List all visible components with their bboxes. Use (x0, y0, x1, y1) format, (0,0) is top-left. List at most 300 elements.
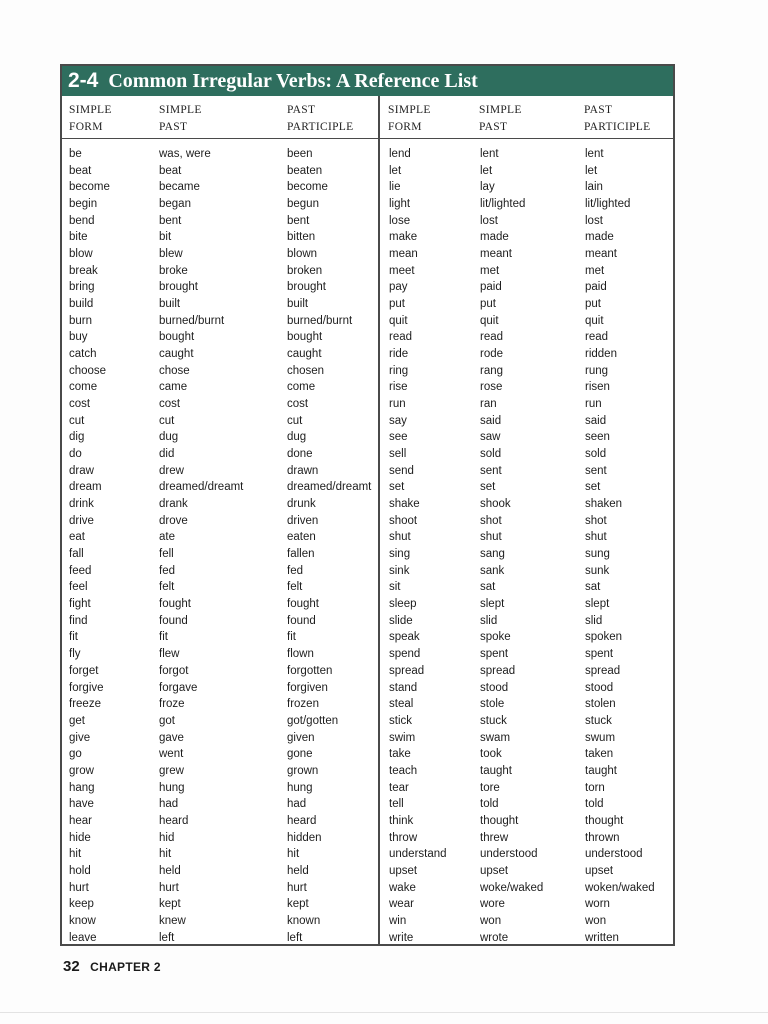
cell-simple-form-left: do (69, 448, 82, 461)
cell-past-participle-right: run (585, 398, 602, 411)
cell-simple-past-left: blew (159, 248, 183, 261)
cell-simple-past-left: caught (159, 348, 194, 361)
cell-simple-form-right: think (389, 814, 414, 827)
cell-past-participle-left: fallen (287, 548, 315, 561)
cell-simple-past-right: made (480, 231, 509, 244)
cell-simple-past-left: heard (159, 814, 189, 827)
cell-simple-form-right: rise (389, 381, 408, 394)
cell-past-participle-left: frozen (287, 698, 319, 711)
cell-simple-past-left: dreamed/dreamt (159, 481, 244, 494)
table-row (62, 529, 673, 546)
cell-simple-past-left: brought (159, 281, 199, 294)
cell-simple-form-left: dig (69, 431, 85, 444)
cell-simple-past-right: quit (480, 314, 499, 327)
cell-past-participle-left: grown (287, 764, 319, 777)
table-row (62, 680, 673, 697)
cell-simple-past-left: fell (159, 548, 174, 561)
cell-simple-form-right: write (389, 931, 414, 944)
table-row (62, 496, 673, 513)
table-row (62, 713, 673, 730)
table-row (62, 563, 673, 580)
cell-simple-past-right: taught (480, 764, 512, 777)
cell-simple-form-left: dream (69, 481, 102, 494)
table-row (62, 579, 673, 596)
table-row (62, 513, 673, 530)
cell-simple-past-left: bought (159, 331, 195, 344)
cell-past-participle-right: stood (585, 681, 614, 694)
cell-past-participle-left: left (287, 931, 303, 944)
cell-simple-past-right: wore (480, 898, 505, 911)
cell-simple-past-left: did (159, 448, 175, 461)
cell-simple-form-left: beat (69, 164, 92, 177)
cell-past-participle-left: begun (287, 198, 319, 211)
cell-simple-form-left: give (69, 731, 91, 744)
cell-simple-form-right: set (389, 481, 405, 494)
cell-simple-past-left: had (159, 798, 179, 811)
cell-simple-past-right: lent (480, 148, 499, 160)
cell-simple-past-left: hurt (159, 881, 179, 894)
cell-simple-form-left: hurt (69, 881, 89, 894)
cell-past-participle-left: caught (287, 348, 322, 361)
cell-simple-form-right: tell (389, 798, 404, 811)
table-row (62, 663, 673, 680)
table-title-bar (62, 66, 673, 96)
table-row (62, 146, 673, 163)
cell-simple-past-left: felt (159, 581, 175, 594)
cell-simple-past-right: thought (480, 814, 519, 827)
cell-simple-past-right: swam (480, 731, 511, 744)
cell-simple-past-left: was, were (159, 148, 211, 160)
cell-simple-past-left: burned/burnt (159, 314, 225, 327)
irregular-verbs-table (60, 64, 675, 946)
cell-past-participle-right: understood (585, 848, 643, 861)
cell-past-participle-right: thrown (585, 831, 620, 844)
cell-past-participle-left: forgotten (287, 664, 333, 677)
cell-simple-form-left: fly (69, 648, 81, 661)
cell-simple-past-right: slept (480, 598, 505, 611)
table-row (62, 863, 673, 880)
table-row (62, 463, 673, 480)
cell-simple-past-right: spread (480, 664, 516, 677)
cell-simple-past-left: drew (159, 464, 184, 477)
cell-simple-form-left: catch (69, 348, 97, 361)
cell-simple-form-right: sink (389, 564, 410, 577)
cell-simple-past-right: spoke (480, 631, 511, 644)
cell-simple-form-left: come (69, 381, 98, 394)
table-row (62, 596, 673, 613)
cell-simple-past-left: ate (159, 531, 175, 544)
cell-simple-form-left: begin (69, 198, 98, 211)
table-row (62, 696, 673, 713)
table-row (62, 196, 673, 213)
cell-simple-form-right: make (389, 231, 418, 244)
page-bottom-rule (0, 1012, 768, 1013)
table-row (62, 880, 673, 897)
cell-past-participle-right: made (585, 231, 614, 244)
table-row (62, 730, 673, 747)
cell-simple-past-left: flew (159, 648, 180, 661)
cell-past-participle-right: shaken (585, 498, 623, 511)
cell-simple-form-right: understand (389, 848, 447, 861)
cell-simple-past-right: rang (480, 364, 504, 377)
cell-past-participle-right: slid (585, 614, 603, 627)
cell-simple-past-left: cost (159, 398, 181, 411)
cell-simple-form-left: cut (69, 414, 85, 427)
cell-simple-form-left: be (69, 148, 82, 160)
cell-past-participle-right: meant (585, 248, 617, 261)
cell-simple-form-right: stand (389, 681, 418, 694)
cell-past-participle-right: shut (585, 531, 607, 544)
cell-simple-form-right: slide (389, 614, 413, 627)
cell-simple-past-left: hid (159, 831, 175, 844)
cell-simple-form-left: forgive (69, 681, 104, 694)
cell-simple-form-right: lie (389, 181, 401, 194)
cell-simple-form-right: shake (389, 498, 420, 511)
cell-simple-form-right: take (389, 748, 411, 761)
table-row (62, 479, 673, 496)
cell-simple-form-right: teach (389, 764, 418, 777)
table-row (62, 413, 673, 430)
table-row (62, 246, 673, 263)
cell-simple-past-right: ran (480, 398, 497, 411)
table-row (62, 780, 673, 797)
cell-simple-form-right: light (389, 198, 411, 211)
cell-simple-past-right: stood (480, 681, 509, 694)
cell-past-participle-right: spoken (585, 631, 623, 644)
cell-past-participle-left: hurt (287, 881, 307, 894)
cell-simple-form-left: keep (69, 898, 94, 911)
cell-simple-past-left: knew (159, 914, 186, 927)
cell-simple-form-left: choose (69, 364, 107, 377)
cell-simple-past-right: shut (480, 531, 502, 544)
cell-simple-past-left: kept (159, 898, 181, 911)
cell-simple-form-left: hide (69, 831, 91, 844)
section-number: 2-4 (68, 69, 99, 92)
cell-past-participle-right: paid (585, 281, 607, 294)
cell-simple-past-right: shot (480, 514, 502, 527)
cell-simple-past-left: forgot (159, 664, 189, 677)
cell-simple-past-right: spent (480, 648, 509, 661)
cell-simple-past-left: went (159, 748, 184, 761)
cell-simple-form-left: hold (69, 864, 91, 877)
cell-past-participle-right: read (585, 331, 609, 344)
cell-past-participle-left: hidden (287, 831, 322, 844)
cell-simple-past-left: bit (159, 231, 172, 244)
cell-simple-form-left: drink (69, 498, 94, 511)
cell-simple-past-left: chose (159, 364, 190, 377)
cell-simple-past-left: built (159, 298, 181, 311)
table-row (62, 379, 673, 396)
cell-past-participle-left: gone (287, 748, 313, 761)
cell-simple-form-right: say (389, 414, 407, 427)
cell-past-participle-right: upset (585, 864, 614, 877)
table-title: Common Irregular Verbs: A Reference List (108, 69, 478, 92)
cell-simple-form-right: stick (389, 714, 412, 727)
chapter-label: CHAPTER 2 (90, 960, 161, 974)
cell-simple-form-right: pay (389, 281, 408, 294)
cell-simple-form-right: spread (389, 664, 425, 677)
cell-simple-past-right: sent (480, 464, 502, 477)
cell-simple-form-right: lend (389, 148, 411, 160)
cell-simple-form-left: have (69, 798, 94, 811)
cell-simple-form-right: swim (389, 731, 416, 744)
cell-past-participle-left: drawn (287, 464, 319, 477)
cell-simple-form-left: freeze (69, 698, 101, 711)
cell-simple-form-right: sing (389, 548, 411, 561)
cell-simple-past-right: sang (480, 548, 505, 561)
cell-simple-past-right: sold (480, 448, 502, 461)
cell-simple-form-left: eat (69, 531, 85, 544)
table-row (62, 363, 673, 380)
column-header-past-participle-right: PAST PARTICIPLE (584, 104, 651, 133)
cell-simple-form-right: let (389, 164, 402, 177)
cell-past-participle-left: bought (287, 331, 323, 344)
cell-past-participle-right: sung (585, 548, 610, 561)
cell-past-participle-left: come (287, 381, 316, 394)
cell-simple-form-right: run (389, 398, 406, 411)
cell-simple-past-left: forgave (159, 681, 198, 694)
cell-simple-past-left: held (159, 864, 181, 877)
cell-past-participle-left: fit (287, 631, 296, 644)
table-row (62, 313, 673, 330)
cell-past-participle-left: known (287, 914, 321, 927)
cell-past-participle-left: bent (287, 214, 310, 227)
cell-past-participle-left: fought (287, 598, 319, 611)
cell-simple-past-right: threw (480, 831, 509, 844)
cell-simple-form-left: know (69, 914, 96, 927)
cell-past-participle-right: spent (585, 648, 614, 661)
cell-simple-form-left: go (69, 748, 82, 761)
cell-simple-form-left: grow (69, 764, 94, 777)
cell-simple-past-right: wrote (480, 931, 509, 944)
cell-simple-past-right: shook (480, 498, 511, 511)
cell-simple-form-left: find (69, 614, 88, 627)
cell-simple-form-left: feel (69, 581, 88, 594)
cell-simple-form-left: fit (69, 631, 78, 644)
cell-simple-past-left: beat (159, 164, 182, 177)
cell-simple-past-right: woke/waked (480, 881, 544, 894)
cell-past-participle-right: quit (585, 314, 604, 327)
table-row (62, 746, 673, 763)
cell-simple-past-left: cut (159, 414, 175, 427)
cell-past-participle-right: met (585, 264, 605, 277)
cell-simple-form-right: lose (389, 214, 411, 227)
cell-simple-past-left: grew (159, 764, 184, 777)
cell-past-participle-right: lent (585, 148, 604, 160)
cell-past-participle-left: dreamed/dreamt (287, 481, 372, 494)
cell-simple-past-left: broke (159, 264, 188, 277)
cell-simple-form-right: wake (389, 881, 416, 894)
cell-simple-form-right: upset (389, 864, 418, 877)
verb-rows (62, 146, 673, 946)
cell-past-participle-left: cut (287, 414, 303, 427)
page-number: 32 (63, 958, 80, 975)
cell-simple-form-right: shut (389, 531, 411, 544)
cell-simple-form-left: forget (69, 664, 99, 677)
column-header-simple-past-left: SIMPLE PAST (159, 104, 202, 133)
table-row (62, 263, 673, 280)
cell-past-participle-right: spread (585, 664, 621, 677)
table-row (62, 846, 673, 863)
cell-simple-past-left: became (159, 181, 200, 194)
cell-simple-past-right: understood (480, 848, 538, 861)
cell-past-participle-left: hit (287, 848, 300, 861)
cell-simple-form-left: bring (69, 281, 95, 294)
cell-past-participle-left: dug (287, 431, 307, 444)
cell-simple-past-right: slid (480, 614, 498, 627)
column-header-simple-form-left: SIMPLE FORM (69, 104, 112, 133)
cell-simple-past-right: met (480, 264, 500, 277)
cell-simple-past-left: began (159, 198, 191, 211)
cell-past-participle-left: broken (287, 264, 323, 277)
cell-past-participle-left: brought (287, 281, 327, 294)
table-row (62, 646, 673, 663)
table-row (62, 396, 673, 413)
cell-simple-form-right: read (389, 331, 413, 344)
cell-simple-past-left: got (159, 714, 175, 727)
cell-past-participle-left: bitten (287, 231, 316, 244)
cell-past-participle-right: slept (585, 598, 610, 611)
cell-simple-past-left: dug (159, 431, 179, 444)
cell-simple-past-right: sat (480, 581, 496, 594)
cell-simple-form-right: sell (389, 448, 407, 461)
cell-past-participle-right: swum (585, 731, 616, 744)
table-row (62, 546, 673, 563)
cell-simple-form-left: burn (69, 314, 93, 327)
table-row (62, 813, 673, 830)
cell-simple-form-right: wear (389, 898, 414, 911)
cell-past-participle-left: heard (287, 814, 317, 827)
cell-simple-past-right: sank (480, 564, 505, 577)
cell-simple-past-right: set (480, 481, 496, 494)
cell-simple-past-right: tore (480, 781, 500, 794)
table-row (62, 446, 673, 463)
table-row (62, 213, 673, 230)
cell-past-participle-left: blown (287, 248, 318, 261)
cell-simple-form-left: buy (69, 331, 88, 344)
cell-simple-form-right: send (389, 464, 414, 477)
cell-past-participle-right: let (585, 164, 598, 177)
cell-past-participle-right: written (585, 931, 619, 944)
cell-past-participle-right: stolen (585, 698, 616, 711)
cell-past-participle-right: thought (585, 814, 624, 827)
cell-simple-form-right: ride (389, 348, 409, 361)
cell-simple-form-left: build (69, 298, 94, 311)
cell-simple-form-left: break (69, 264, 98, 277)
table-row (62, 830, 673, 847)
page-footer (63, 958, 161, 976)
cell-simple-past-left: hit (159, 848, 172, 861)
cell-simple-past-left: bent (159, 214, 182, 227)
cell-simple-form-left: become (69, 181, 110, 194)
cell-simple-form-left: hang (69, 781, 95, 794)
cell-simple-past-right: read (480, 331, 504, 344)
cell-past-participle-left: been (287, 148, 313, 160)
cell-past-participle-left: eaten (287, 531, 316, 544)
cell-simple-past-right: lay (480, 181, 495, 194)
cell-past-participle-right: lain (585, 181, 603, 194)
table-row (62, 229, 673, 246)
cell-simple-form-right: throw (389, 831, 418, 844)
table-row (62, 913, 673, 930)
cell-past-participle-right: seen (585, 431, 610, 444)
cell-past-participle-right: lost (585, 214, 603, 227)
cell-past-participle-right: sent (585, 464, 607, 477)
cell-past-participle-right: ridden (585, 348, 617, 361)
cell-past-participle-left: felt (287, 581, 303, 594)
cell-simple-past-right: put (480, 298, 496, 311)
table-row (62, 763, 673, 780)
cell-simple-past-right: said (480, 414, 502, 427)
cell-simple-past-right: stuck (480, 714, 507, 727)
cell-past-participle-right: taught (585, 764, 617, 777)
table-row (62, 613, 673, 630)
cell-past-participle-right: shot (585, 514, 607, 527)
cell-simple-form-left: leave (69, 931, 97, 944)
cell-simple-past-right: stole (480, 698, 505, 711)
cell-past-participle-right: risen (585, 381, 610, 394)
table-row (62, 346, 673, 363)
cell-past-participle-left: cost (287, 398, 309, 411)
cell-past-participle-left: kept (287, 898, 309, 911)
column-header-simple-past-right: SIMPLE PAST (479, 104, 522, 133)
cell-simple-form-left: get (69, 714, 85, 727)
table-row (62, 329, 673, 346)
cell-past-participle-right: woken/waked (585, 881, 655, 894)
cell-simple-form-left: hear (69, 814, 93, 827)
cell-past-participle-right: sold (585, 448, 607, 461)
cell-simple-form-left: fall (69, 548, 84, 561)
cell-simple-past-left: drove (159, 514, 188, 527)
cell-past-participle-right: rung (585, 364, 609, 377)
cell-simple-form-right: see (389, 431, 408, 444)
table-row (62, 629, 673, 646)
cell-past-participle-left: found (287, 614, 316, 627)
cell-simple-past-right: won (480, 914, 502, 927)
table-row (62, 796, 673, 813)
cell-simple-form-right: shoot (389, 514, 418, 527)
cell-past-participle-right: put (585, 298, 601, 311)
cell-simple-past-left: drank (159, 498, 188, 511)
cell-simple-past-left: hung (159, 781, 185, 794)
column-header-row (62, 96, 673, 139)
table-row (62, 296, 673, 313)
cell-simple-form-right: win (389, 914, 407, 927)
cell-past-participle-right: won (585, 914, 607, 927)
cell-simple-form-left: feed (69, 564, 92, 577)
cell-past-participle-left: chosen (287, 364, 325, 377)
cell-simple-past-right: rode (480, 348, 504, 361)
cell-simple-form-right: sleep (389, 598, 417, 611)
cell-past-participle-left: drunk (287, 498, 316, 511)
cell-past-participle-left: become (287, 181, 328, 194)
cell-past-participle-left: done (287, 448, 313, 461)
cell-simple-past-left: found (159, 614, 188, 627)
cell-simple-past-left: fit (159, 631, 168, 644)
cell-past-participle-left: held (287, 864, 309, 877)
table-row (62, 179, 673, 196)
cell-simple-past-left: left (159, 931, 175, 944)
cell-simple-form-left: draw (69, 464, 94, 477)
cell-simple-past-right: rose (480, 381, 503, 394)
cell-simple-past-right: took (480, 748, 502, 761)
cell-past-participle-left: flown (287, 648, 314, 661)
cell-simple-form-right: speak (389, 631, 420, 644)
cell-simple-past-right: saw (480, 431, 501, 444)
cell-past-participle-right: sunk (585, 564, 610, 577)
cell-simple-form-right: mean (389, 248, 418, 261)
cell-past-participle-right: said (585, 414, 607, 427)
